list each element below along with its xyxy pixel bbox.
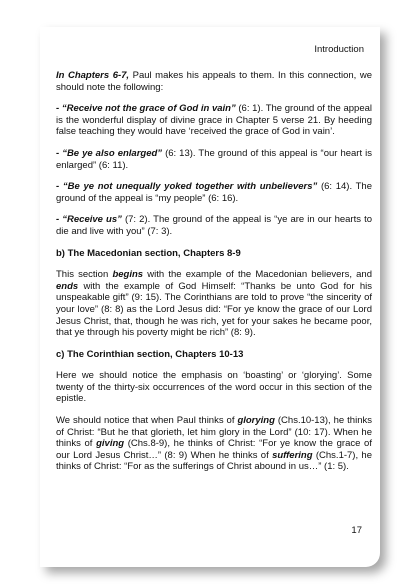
section-b-text-3: with the example of God Himself: “Thanks be unto God for his unspeakable gift” (9: 15). The Corinthians are told to prove “the sincerity of your love” (8: 8) as the Lord Jesus did: “For ye know the grace of our Lord Jesus Christ, that, though he was rich, yet for your sakes he became poor, that ye through his poverty might be rich” (8: 9).: [56, 280, 372, 339]
appeal-2-text: (6: 13). The ground of this appeal is “our heart is enlarged” (6: 11).: [56, 147, 372, 171]
intro-paragraph: [56, 70, 372, 93]
appeal-1-quote: “Receive not the grace of God in vain”: [61, 103, 236, 115]
section-c-text-1: We should notice that when Paul thinks of: [56, 415, 238, 427]
section-c-emphasis-suffering: suffering: [272, 449, 313, 461]
book-page: [40, 27, 380, 567]
appeal-1-dash: -: [56, 103, 62, 115]
intro-text: Paul makes his appeals to them. In this connection, we should note the following:: [56, 70, 372, 93]
section-c-emphasis-giving: giving: [96, 438, 125, 450]
appeal-4-quote: “Receive us”: [62, 214, 122, 226]
section-c-heading: c) The Corinthian section, Chapters 10-13: [56, 348, 244, 360]
appeal-item-1: [56, 103, 372, 138]
intro-lead: In Chapters 6-7,: [56, 70, 130, 81]
section-c-paragraph-2: [56, 415, 372, 473]
appeal-3-text: (6: 14). The ground of the appeal is “my people” (6: 16).: [56, 181, 372, 204]
appeal-4-dash: -: [56, 214, 63, 226]
section-c-paragraph-1: Here we should notice the emphasis on ‘boasting’ or ‘glorying’. Some twenty of the thirty-six occurrences of the word occur in this section of the epistle.: [56, 370, 372, 405]
appeal-item-4: [56, 214, 372, 237]
appeal-4-text: (7: 2). The ground of the appeal is “ye are in our hearts to die and live with you” (7: 3).: [56, 214, 372, 237]
section-c-emphasis-glorying: glorying: [237, 415, 275, 427]
running-header: Introduction: [314, 44, 364, 55]
appeal-1-text: (6: 1). The ground of the appeal is the wonderful display of divine grace in Chapter 5 verse 21. By heeding false teaching they would have ‘received the grace of God in vain’.: [56, 103, 372, 138]
page-body: [56, 70, 372, 483]
section-b-emphasis-begins: begins: [112, 269, 144, 281]
appeal-2-quote: “Be ye also enlarged”: [62, 147, 163, 159]
page-number: 17: [351, 525, 362, 536]
section-c-text-3: (Chs.8-9), he thinks of Christ: “For ye know the grace of our Lord Jesus Christ…” (8: 9) When he thinks of: [56, 438, 372, 461]
section-c-text-4: (Chs.1-7), he thinks of Christ: “For as the sufferings of Christ abound in us…” (1: 5).: [56, 449, 373, 473]
appeal-3-dash: -: [56, 181, 63, 193]
section-b-text-1: This section: [56, 269, 113, 281]
section-b-heading: b) The Macedonian section, Chapters 8-9: [56, 247, 241, 259]
appeal-3-quote: “Be ye not unequally yoked together with unbelievers”: [62, 181, 318, 193]
section-c-text-2: (Chs.10-13), he thinks of Christ: “But he that glorieth, let him glory in the Lord” (10: 17). When he thinks of: [56, 415, 372, 450]
section-b-emphasis-ends: ends: [56, 280, 79, 292]
appeal-item-3: [56, 181, 372, 204]
appeal-2-dash: -: [56, 147, 63, 159]
section-b-text-2: with the example of the Macedonian believers, and: [143, 269, 372, 281]
appeal-item-2: [56, 148, 372, 171]
section-b-paragraph: [56, 269, 372, 339]
